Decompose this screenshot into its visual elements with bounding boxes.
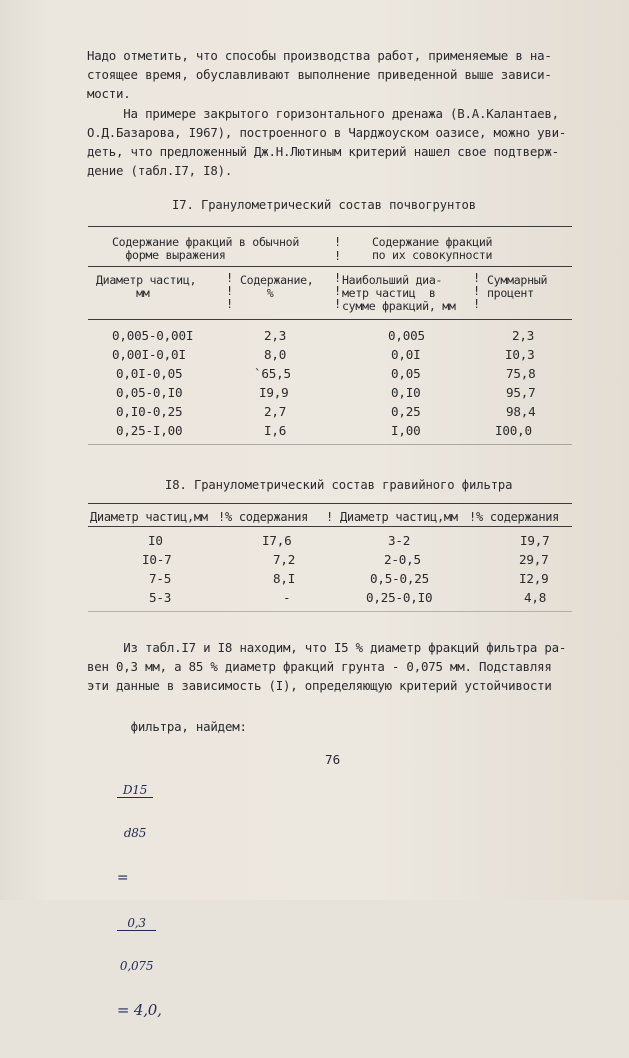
table17-col-content: Содержание, % <box>240 273 314 300</box>
page-number: 76 <box>325 752 341 767</box>
table-cell: 2,3 <box>512 328 535 343</box>
table-cell: I2,9 <box>519 571 549 586</box>
table-cell: 7-5 <box>149 571 172 586</box>
table17-top-rule <box>88 226 572 227</box>
divider-mark: ! <box>469 510 477 524</box>
table-cell: 29,7 <box>519 552 549 567</box>
table-cell: 0,0I <box>391 347 421 362</box>
table-cell: 0,I0 <box>391 385 421 400</box>
text-line: На примере закрытого горизонтального дренажа (В.А.Калантаев, <box>87 106 559 121</box>
divider-mark: ! ! ! <box>334 271 342 311</box>
table-cell: I0-7 <box>142 552 172 567</box>
table-cell: 98,4 <box>506 404 536 419</box>
divider-mark: ! <box>326 510 334 524</box>
table-cell: 0,5-0,25 <box>370 571 430 586</box>
lhs-numerator: D15 <box>117 783 153 798</box>
divider-mark: ! ! <box>334 235 342 263</box>
table18-bottom-rule <box>88 611 572 612</box>
table17-bottom-rule <box>88 444 572 445</box>
table18-col-percent-1: % содержания <box>225 510 309 524</box>
divider-mark: ! <box>218 510 226 524</box>
stability-formula <box>87 783 162 1037</box>
table-cell: 0,00I-0,0I <box>112 347 186 362</box>
table-cell: 8,0 <box>264 347 287 362</box>
table-cell: 8,I <box>273 571 296 586</box>
intro-paragraph <box>87 46 579 103</box>
table-cell: 0,05-0,I0 <box>116 385 183 400</box>
table-cell: 2,3 <box>264 328 287 343</box>
table-cell: I00,0 <box>495 423 532 438</box>
text-line: стоящее время, обуславливают выполнение приведенной выше зависи- <box>87 67 552 82</box>
text-line: дение (табл.I7, I8). <box>87 163 233 178</box>
table-cell: I,6 <box>264 423 287 438</box>
text-line: вен 0,3 мм, а 85 % диаметр фракций грунта - 0,075 мм. Подставляя <box>87 659 552 674</box>
text-line: Надо отметить, что способы производства работ, применяемые в на- <box>87 48 552 63</box>
table18-caption: I8. Гранулометрический состав гравийного фильтра <box>165 478 513 492</box>
table-cell: 0,05 <box>391 366 421 381</box>
table18-col-diameter-2: Диаметр частиц,мм <box>340 510 458 524</box>
table-cell: 0,25-0,I0 <box>366 590 433 605</box>
table17-col-cumulative: Суммарный процент <box>487 273 548 300</box>
table17-header-rule <box>88 319 572 320</box>
rhs-numerator: 0,3 <box>117 916 156 931</box>
table-cell: 0,005-0,00I <box>112 328 194 343</box>
table18-col-percent-2: % содержания <box>476 510 560 524</box>
table17-col-diameter: Диаметр частиц, мм <box>96 273 197 300</box>
lhs-fraction <box>117 755 153 868</box>
table-cell: I9,9 <box>259 385 289 400</box>
rhs-fraction <box>117 888 156 1001</box>
text-line: мости. <box>87 86 131 101</box>
table-cell: I,00 <box>391 423 421 438</box>
table-cell: 7,2 <box>273 552 296 567</box>
table-cell: 0,25-I,00 <box>116 423 183 438</box>
formula-lead-text: фильтра, найдем: <box>130 719 247 734</box>
table-cell: I9,7 <box>520 533 550 548</box>
table-cell: 0,0I-0,05 <box>116 366 183 381</box>
text-line: деть, что предложенный Дж.Н.Лютиным критерий нашел свое подтверж- <box>87 144 559 159</box>
rhs-denominator: 0,075 <box>119 959 154 973</box>
table18-col-diameter-1: Диаметр частиц,мм <box>90 510 208 524</box>
table-cell: 5-3 <box>149 590 172 605</box>
table17-group-header-2: Содержание фракций по их совокупности <box>372 235 493 262</box>
table-cell: 0,25 <box>391 404 421 419</box>
table18-top-rule <box>88 503 572 504</box>
table17-mid-rule <box>88 266 572 267</box>
table-cell: 0,I0-0,25 <box>116 404 183 419</box>
table17-caption: I7. Гранулометрический состав почвогрунтов <box>172 198 476 212</box>
table18-header-rule <box>88 526 572 527</box>
conclusion-paragraph <box>87 638 579 1058</box>
table-cell: `65,5 <box>254 366 291 381</box>
table-cell: - <box>283 590 291 605</box>
table-cell: I7,6 <box>262 533 292 548</box>
table-cell: 4,8 <box>524 590 547 605</box>
table-cell: 3-2 <box>388 533 411 548</box>
table17-col-max-diameter: Наибольший диа- метр частиц в сумме фракций, мм <box>342 273 456 313</box>
text-line: Из табл.I7 и I8 находим, что I5 % диаметр фракций фильтра ра- <box>87 640 567 655</box>
table17-group-header-1: Содержание фракций в обычной форме выражения <box>112 235 300 262</box>
table-cell: 2,7 <box>264 404 287 419</box>
lhs-denominator: d85 <box>123 826 147 840</box>
text-line: О.Д.Базарова, I967), построенного в Чарджоуском оазисе, можно уви- <box>87 125 567 140</box>
table-cell: 0,005 <box>388 328 425 343</box>
table-cell: 2-0,5 <box>384 552 421 567</box>
formula-result: = 4,0, <box>116 1001 162 1019</box>
divider-mark: ! ! ! <box>473 271 481 311</box>
table-cell: I0 <box>148 533 163 548</box>
divider-mark: ! ! ! <box>226 271 234 311</box>
table-cell: I0,3 <box>505 347 535 362</box>
table-cell: 75,8 <box>506 366 536 381</box>
text-line: эти данные в зависимость (I), определяющую критерий устойчивости <box>87 678 552 693</box>
example-paragraph <box>87 104 579 180</box>
table-cell: 95,7 <box>506 385 536 400</box>
equals-sign: = <box>116 870 129 886</box>
